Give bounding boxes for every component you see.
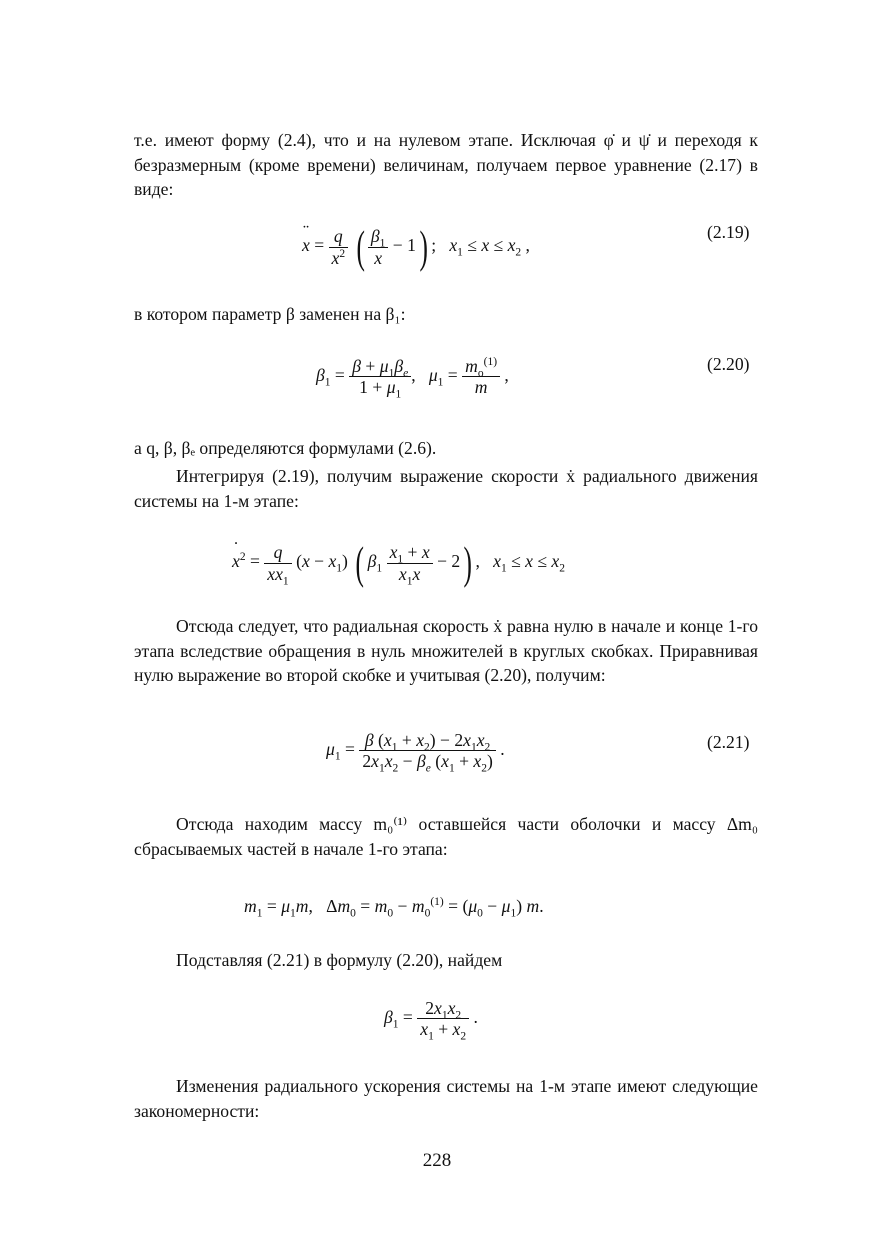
paragraph-2-text: в котором параметр β заменен на β₁: <box>134 304 406 324</box>
equation-number-2-20: (2.20) <box>707 354 750 374</box>
page-number: 228 <box>422 1150 452 1171</box>
equation-number-2-19: (2.19) <box>707 222 750 242</box>
equation-2-21: $\mu_1$ = $\frac{\beta (x_1 + x_2) - 2x_1x_2}{2x_1x_2 - \beta_e (x_1 + x_2)}$ . <box>326 730 505 775</box>
paragraph-7-text: Подставляя (2.21) в формулу (2.20), найдем <box>176 950 503 970</box>
paragraph-6 <box>134 812 758 861</box>
paragraph-5 <box>134 614 758 688</box>
paragraph-4-text: Интегрируя (2.19), получим выражение скорости ẋ радиального движения системы на 1-м этапе: <box>134 466 758 511</box>
equation-2-20: $\beta_1$ = $\frac{\beta + \mu_1\beta_e}{1 + \mu_1}$ , $\mu_1$ = $\frac{m_o^{(1)}}{m}$ , <box>316 356 509 401</box>
paragraph-7 <box>134 948 758 973</box>
equation-velocity: ˙ $x^2$ = $\frac{q}{xx_1}$ $(x - x_1)$ ( $\beta_1$ $\frac{x_1 + x}{x_1x}$ − 2) , $x_1 \le x \le x_2$ <box>232 540 565 586</box>
paragraph-3-text: а q, β, βₑ определяются формулами (2.6). <box>134 438 437 458</box>
paragraph-2 <box>134 302 406 326</box>
equation-masses: $m_1 = \mu_1m$, $\Delta m_0 = m_0 - m_0^{(1)} = (\mu_0 - \mu_1)$ m. <box>244 896 544 920</box>
paragraph-6-text: Отсюда находим массу m₀⁽¹⁾ оставшейся части оболочки и массу Δm₀ сбрасываемых частей в начале 1-го этапа: <box>134 814 758 859</box>
paragraph-5-text: Отсюда следует, что радиальная скорость ẋ равна нулю в начале и конце 1-го этапа вследствие обращения в нуль множителей в круглых скобках. Приравнивая нулю выражение во второй скобке и учитывая (2.20), получим: <box>134 616 758 685</box>
paragraph-1-text: т.е. имеют форму (2.4), что и на нулевом этапе. Исключая φ̇ и ψ̇ и переходя к безразмерным (кроме времени) величинам, получаем первое уравнение (2.17) в виде: <box>134 130 758 199</box>
paragraph-4 <box>134 464 758 513</box>
paragraph-3 <box>134 436 436 460</box>
paragraph-8 <box>134 1074 758 1123</box>
paragraph-8-text: Изменения радиального ускорения системы на 1-м этапе имеют следующие закономерности: <box>134 1076 758 1121</box>
equation-2-19: ¨ x = $\frac{q}{x^2}$ ( $\frac{\beta_1}{x}$ − 1) ; $x_1 \le x \le x_2$ , <box>302 224 530 270</box>
paragraph-1 <box>134 128 758 202</box>
equation-number-2-21: (2.21) <box>707 732 750 752</box>
equation-beta1: $\beta_1$ = $\frac{2x_1x_2}{x_1 + x_2}$ . <box>384 998 478 1043</box>
